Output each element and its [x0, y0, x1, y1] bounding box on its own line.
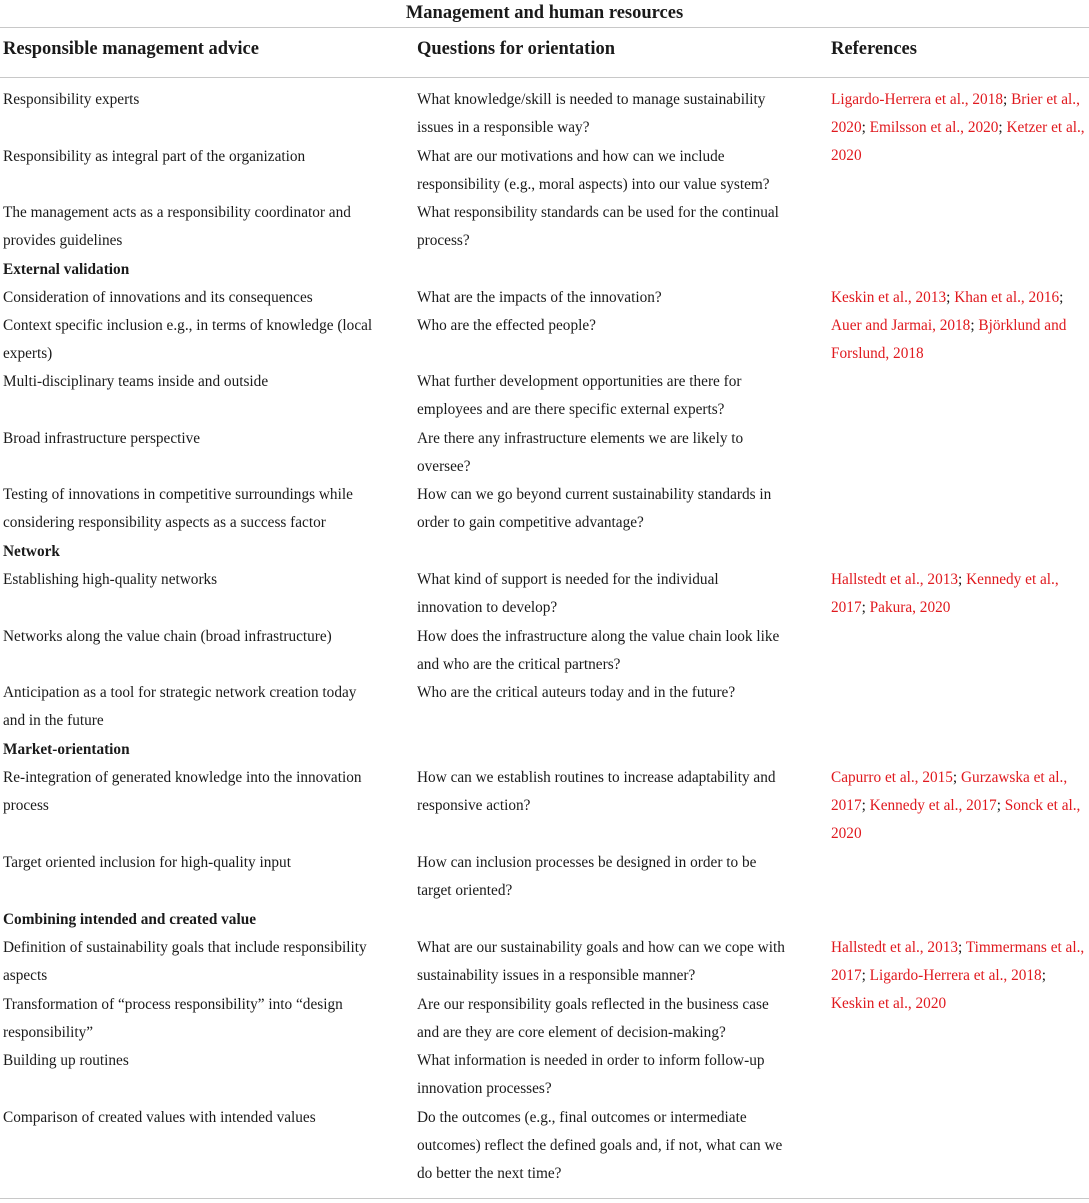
reference-link[interactable]: Sonck et al., 2020 — [831, 797, 1081, 843]
reference-separator: ; — [861, 599, 870, 617]
advice-cell: Definition of sustainability goals that include responsibility aspects — [3, 939, 367, 985]
advice-cell: Re-integration of generated knowledge into the innovation process — [3, 769, 362, 815]
header-rule — [0, 77, 1089, 78]
advice-cell: Multi-disciplinary teams inside and outside — [3, 373, 269, 390]
advice-cell: Networks along the value chain (broad infrastructure) — [3, 628, 332, 645]
advice-cell: Establishing high-quality networks — [3, 571, 218, 588]
section-heading: External validation — [3, 261, 130, 278]
reference-link[interactable]: Hallstedt et al., 2013 — [831, 939, 959, 956]
reference-separator: ; — [958, 571, 967, 588]
reference-separator: ; — [861, 119, 870, 137]
reference-link[interactable]: Hallstedt et al., 2013 — [831, 571, 959, 588]
reference-separator: ; — [952, 769, 961, 786]
reference-link[interactable]: Timmermans et al., 2017 — [831, 939, 1085, 985]
question-cell: Who are the critical auteurs today and in the future? — [417, 684, 736, 701]
reference-link[interactable]: Gurzawska et al., 2017 — [831, 769, 1068, 815]
reference-link[interactable]: Ligardo-Herrera et al., 2018 — [869, 967, 1042, 985]
header-questions: Questions for orientation — [417, 39, 616, 59]
advice-cell: Context specific inclusion e.g., in terms of knowledge (local experts) — [3, 317, 373, 363]
question-cell: What knowledge/skill is needed to manage sustainability issues in a responsible way? — [417, 91, 766, 137]
advice-cell: Consideration of innovations and its consequences — [3, 289, 313, 306]
section-heading: Combining intended and created value — [3, 911, 256, 928]
reference-separator: ; — [958, 939, 966, 956]
reference-link[interactable]: Khan et al., 2016 — [954, 289, 1060, 306]
reference-separator: ; — [996, 797, 1005, 815]
reference-link[interactable]: Ketzer et al., 2020 — [831, 119, 1085, 165]
reference-link[interactable]: Keskin et al., 2020 — [831, 995, 947, 1013]
table-title: Management and human resources — [405, 3, 684, 23]
references-cell — [831, 284, 1087, 369]
reference-separator: ; — [970, 317, 979, 335]
reference-separator: ; — [1003, 91, 1012, 108]
references-cell — [831, 86, 1087, 171]
question-cell: How does the infrastructure along the value chain look like and who are the critical partners? — [417, 628, 780, 674]
reference-separator: ; — [861, 967, 870, 985]
question-cell: What are our sustainability goals and how can we cope with sustainability issues in a responsible manner? — [417, 939, 785, 985]
section-heading: Network — [3, 543, 60, 560]
reference-link[interactable]: Kennedy et al., 2017 — [869, 797, 997, 815]
reference-link[interactable]: Pakura, 2020 — [869, 599, 951, 617]
reference-separator: ; — [1041, 967, 1046, 985]
reference-link[interactable]: Auer and Jarmai, 2018 — [831, 317, 971, 335]
question-cell: Are our responsibility goals reflected in the business case and are they are core element of decision-making? — [417, 996, 769, 1042]
advice-cell: Responsibility experts — [3, 91, 140, 108]
header-advice: Responsible management advice — [3, 39, 259, 59]
question-cell: Who are the effected people? — [417, 317, 596, 334]
reference-separator: ; — [861, 797, 870, 815]
header-references: References — [831, 39, 917, 59]
reference-link[interactable]: Keskin et al., 2013 — [831, 289, 947, 306]
references-cell — [831, 764, 1087, 849]
question-cell: What further development opportunities are there for employees and are there specific external experts? — [417, 373, 742, 419]
question-cell: What information is needed in order to inform follow-up innovation processes? — [417, 1052, 765, 1098]
reference-separator: ; — [998, 119, 1007, 137]
question-cell: Are there any infrastructure elements we are likely to oversee? — [417, 430, 744, 476]
question-cell: How can inclusion processes be designed in order to be target oriented? — [417, 854, 757, 900]
advice-cell: Broad infrastructure perspective — [3, 430, 201, 447]
advice-cell: Building up routines — [3, 1052, 129, 1069]
references-cell — [831, 566, 1087, 622]
references-cell — [831, 934, 1087, 1019]
reference-link[interactable]: Emilsson et al., 2020 — [869, 119, 999, 137]
reference-separator: ; — [1059, 289, 1064, 306]
advice-cell: Comparison of created values with intended values — [3, 1109, 316, 1126]
question-cell: What are our motivations and how can we include responsibility (e.g., moral aspects) into our value system? — [417, 148, 770, 194]
section-heading: Market-orientation — [3, 741, 130, 758]
reference-link[interactable]: Ligardo-Herrera et al., 2018 — [831, 91, 1004, 108]
top-rule — [0, 27, 1089, 28]
question-cell: What are the impacts of the innovation? — [417, 289, 662, 306]
question-cell: How can we establish routines to increase adaptability and responsive action? — [417, 769, 776, 815]
advice-cell: Target oriented inclusion for high-quality input — [3, 854, 291, 871]
advice-cell: The management acts as a responsibility coordinator and provides guidelines — [3, 204, 351, 250]
reference-link[interactable]: Björklund and Forslund, 2018 — [831, 317, 1067, 363]
advice-cell: Anticipation as a tool for strategic network creation today and in the future — [3, 684, 357, 730]
reference-separator: ; — [946, 289, 955, 306]
reference-link[interactable]: Capurro et al., 2015 — [831, 769, 953, 786]
question-cell: Do the outcomes (e.g., final outcomes or intermediate outcomes) reflect the defined goals and, if not, what can we do better the next time? — [417, 1109, 783, 1183]
reference-link[interactable]: Kennedy et al., 2017 — [831, 571, 1059, 617]
advice-cell: Responsibility as integral part of the organization — [3, 148, 306, 165]
bottom-rule — [0, 1198, 1089, 1199]
reference-link[interactable]: Brier et al., 2020 — [831, 91, 1080, 137]
question-cell: How can we go beyond current sustainability standards in order to gain competitive advantage? — [417, 486, 772, 532]
question-cell: What responsibility standards can be used for the continual process? — [417, 204, 779, 250]
advice-cell: Testing of innovations in competitive surroundings while considering responsibility aspects as a success factor — [3, 486, 353, 532]
question-cell: What kind of support is needed for the individual innovation to develop? — [417, 571, 719, 617]
advice-cell: Transformation of “process responsibility” into “design responsibility” — [3, 996, 343, 1042]
